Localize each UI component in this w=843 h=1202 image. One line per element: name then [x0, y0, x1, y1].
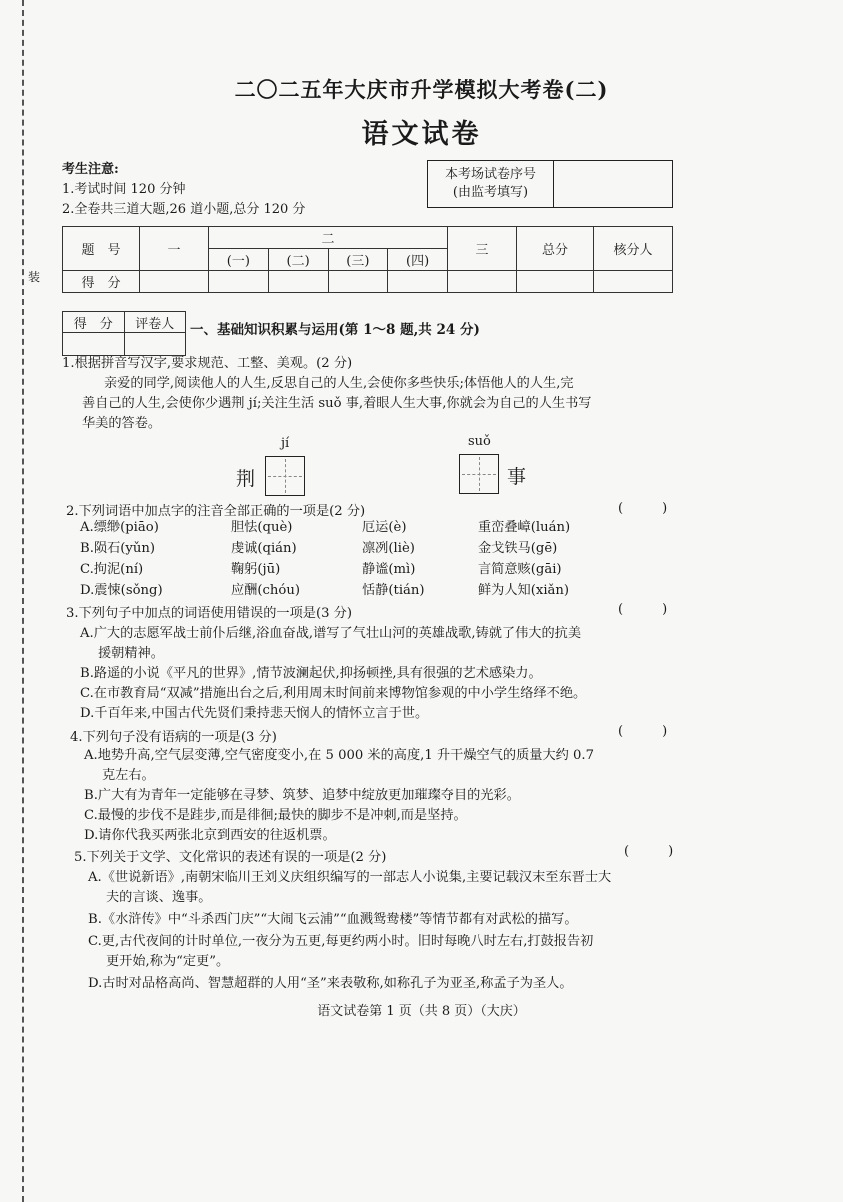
q4-option-b: B.广大有为青年一定能够在寻梦、筑梦、追梦中绽放更加璀璨夺目的光彩。 — [84, 788, 520, 803]
q1-answer-grid-2[interactable] — [459, 454, 499, 494]
q2-opt-d1: D.震悚(sǒng) — [80, 583, 163, 598]
q4-answer-paren[interactable]: ( ) — [618, 724, 668, 739]
subject-title: 语文试卷 — [361, 119, 482, 150]
score-sub-4: (四) — [388, 249, 448, 271]
q4-option-a-2: 克左右。 — [102, 768, 155, 783]
q1-answer-grid-1[interactable] — [265, 456, 305, 496]
exam-title: 二〇二五年大庆市升学模拟大考卷(二) — [234, 77, 609, 102]
q2-stem: 2.下列词语中加点字的注音全部正确的一项是(2 分) — [66, 504, 366, 519]
q5-option-c-1: C.更,古代夜间的计时单位,一夜分为五更,每更约两小时。旧时每晚八时左右,打鼓报告初 — [88, 934, 594, 949]
q2-opt-c4: 言简意赅(gāi) — [478, 562, 562, 577]
score-cell[interactable] — [594, 271, 673, 293]
seat-number-box — [427, 160, 673, 208]
q3-option-c: C.在市教育局“双减”措施出台之后,利用周末时间前来博物馆参观的中小学生络绎不绝。 — [80, 686, 587, 701]
q2-opt-a1: A.缥缈(piāo) — [80, 520, 159, 535]
q5-option-b: B.《水浒传》中“斗杀西门庆”“大闹飞云浦”“血溅鸳鸯楼”等情节都有对武松的描写。 — [88, 912, 578, 927]
q5-option-c-2: 更开始,称为“定更”。 — [106, 954, 230, 969]
section-1-heading: 一、基础知识积累与运用(第 1～8 题,共 24 分) — [190, 322, 480, 338]
q2-answer-paren[interactable]: ( ) — [618, 501, 668, 516]
page-footer: 语文试卷第 1 页（共 8 页）（大庆） — [317, 1004, 526, 1019]
q2-opt-b1: B.陨石(yǔn) — [80, 541, 155, 556]
score-col-checker: 核分人 — [594, 227, 673, 271]
binding-line — [22, 0, 25, 1202]
notice-line-2: 2.全卷共三道大题,26 道小题,总分 120 分 — [62, 202, 306, 217]
q2-opt-b3: 凛冽(liè) — [362, 541, 415, 556]
score-cell[interactable] — [209, 271, 269, 293]
q1-char-2: 事 — [507, 466, 527, 488]
q2-options — [80, 518, 680, 602]
q2-opt-b4: 金戈铁马(gē) — [478, 541, 558, 556]
score-cell[interactable] — [517, 271, 594, 293]
grader-name-field[interactable] — [124, 333, 186, 356]
grader-score-label: 得 分 — [63, 312, 125, 333]
score-cell[interactable] — [388, 271, 448, 293]
q1-stem: 1.根据拼音写汉字,要求规范、工整、美观。(2 分) — [62, 356, 353, 371]
q3-answer-paren[interactable]: ( ) — [618, 602, 668, 617]
score-cell[interactable] — [328, 271, 388, 293]
q3-option-a-2: 援朝精神。 — [98, 646, 164, 661]
q5-option-a-1: A.《世说新语》,南朝宋临川王刘义庆组织编写的一部志人小说集,主要记载汉末至东晋士大 — [88, 870, 612, 885]
score-col-one: 一 — [140, 227, 209, 271]
q2-opt-a2: 胆怯(què) — [231, 520, 293, 535]
q1-pinyin-1: jí — [281, 436, 290, 451]
score-sub-2: (二) — [268, 249, 328, 271]
q4-option-d: D.请你代我买两张北京到西安的往返机票。 — [84, 828, 336, 843]
q3-option-b: B.路遥的小说《平凡的世界》,情节波澜起伏,抑扬顿挫,具有很强的艺术感染力。 — [80, 666, 542, 681]
score-col-two: 二 — [209, 227, 448, 249]
q1-passage-3: 华美的答卷。 — [82, 416, 162, 431]
q2-opt-a4: 重峦叠嶂(luán) — [478, 520, 571, 535]
q4-stem: 4.下列句子没有语病的一项是(3 分) — [70, 730, 277, 745]
notice-heading: 考生注意: — [62, 162, 119, 177]
q1-passage-2: 善自己的人生,会使你少遇荆 jí;关注生活 suǒ 事,着眼人生大事,你就会为自己的人生书写 — [82, 396, 592, 411]
q3-option-a-1: A.广大的志愿军战士前仆后继,浴血奋战,谱写了气壮山河的英雄战歌,铸就了伟大的抗美 — [80, 626, 582, 641]
seat-label-2: (由监考填写) — [452, 185, 529, 200]
notice-line-1: 1.考试时间 120 分钟 — [62, 182, 186, 197]
q5-answer-paren[interactable]: ( ) — [624, 844, 674, 859]
q1-pinyin-2: suǒ — [468, 434, 491, 449]
score-sub-1: (一) — [209, 249, 269, 271]
score-row-label: 得 分 — [63, 271, 140, 293]
score-col-three: 三 — [448, 227, 517, 271]
seat-label — [428, 161, 554, 208]
q2-opt-c1: C.拘泥(ní) — [80, 562, 144, 577]
grader-score-field[interactable] — [63, 333, 125, 356]
q4-option-c: C.最慢的步伐不是跬步,而是徘徊;最快的脚步不是冲刺,而是坚持。 — [84, 808, 467, 823]
q3-stem: 3.下列句子中加点的词语使用错误的一项是(3 分) — [66, 606, 353, 621]
q5-stem: 5.下列关于文学、文化常识的表述有误的一项是(2 分) — [74, 850, 387, 865]
score-table — [62, 226, 673, 293]
score-sub-3: (三) — [328, 249, 388, 271]
q1-passage-1: 亲爱的同学,阅读他人的人生,反思自己的人生,会使你多些快乐;体悟他人的人生,完 — [104, 376, 574, 391]
q3-option-d: D.千百年来,中国古代先贤们秉持悲天悯人的情怀立言于世。 — [80, 706, 429, 721]
q1-char-1: 荆 — [236, 468, 256, 490]
score-table-row-label: 题 号 — [63, 227, 140, 271]
seat-number-field[interactable] — [554, 161, 673, 208]
notice-block — [62, 160, 305, 220]
q2-opt-c3: 静谧(mì) — [362, 562, 416, 577]
q2-opt-c2: 鞠躬(jū) — [231, 562, 281, 577]
q5-option-d: D.古时对品格高尚、智慧超群的人用“圣”来表敬称,如称孔子为亚圣,称孟子为圣人。 — [88, 976, 573, 991]
score-cell[interactable] — [268, 271, 328, 293]
seat-label-1: 本考场试卷序号 — [444, 167, 536, 182]
q2-opt-b2: 虔诚(qián) — [231, 541, 297, 556]
q2-opt-a3: 厄运(è) — [362, 520, 407, 535]
score-cell[interactable] — [448, 271, 517, 293]
binding-mark: 装 — [28, 270, 41, 284]
q2-opt-d4: 鲜为人知(xiǎn) — [478, 583, 570, 598]
q2-opt-d3: 恬静(tián) — [362, 583, 425, 598]
grader-name-label: 评卷人 — [124, 312, 186, 333]
q4-option-a-1: A.地势升高,空气层变薄,空气密度变小,在 5 000 米的高度,1 升干燥空气的质量大约 0.7 — [84, 748, 594, 763]
score-cell[interactable] — [140, 271, 209, 293]
q2-opt-d2: 应酬(chóu) — [231, 583, 300, 598]
score-col-total: 总分 — [517, 227, 594, 271]
grader-box — [62, 311, 186, 356]
q5-option-a-2: 夫的言谈、逸事。 — [106, 890, 212, 905]
